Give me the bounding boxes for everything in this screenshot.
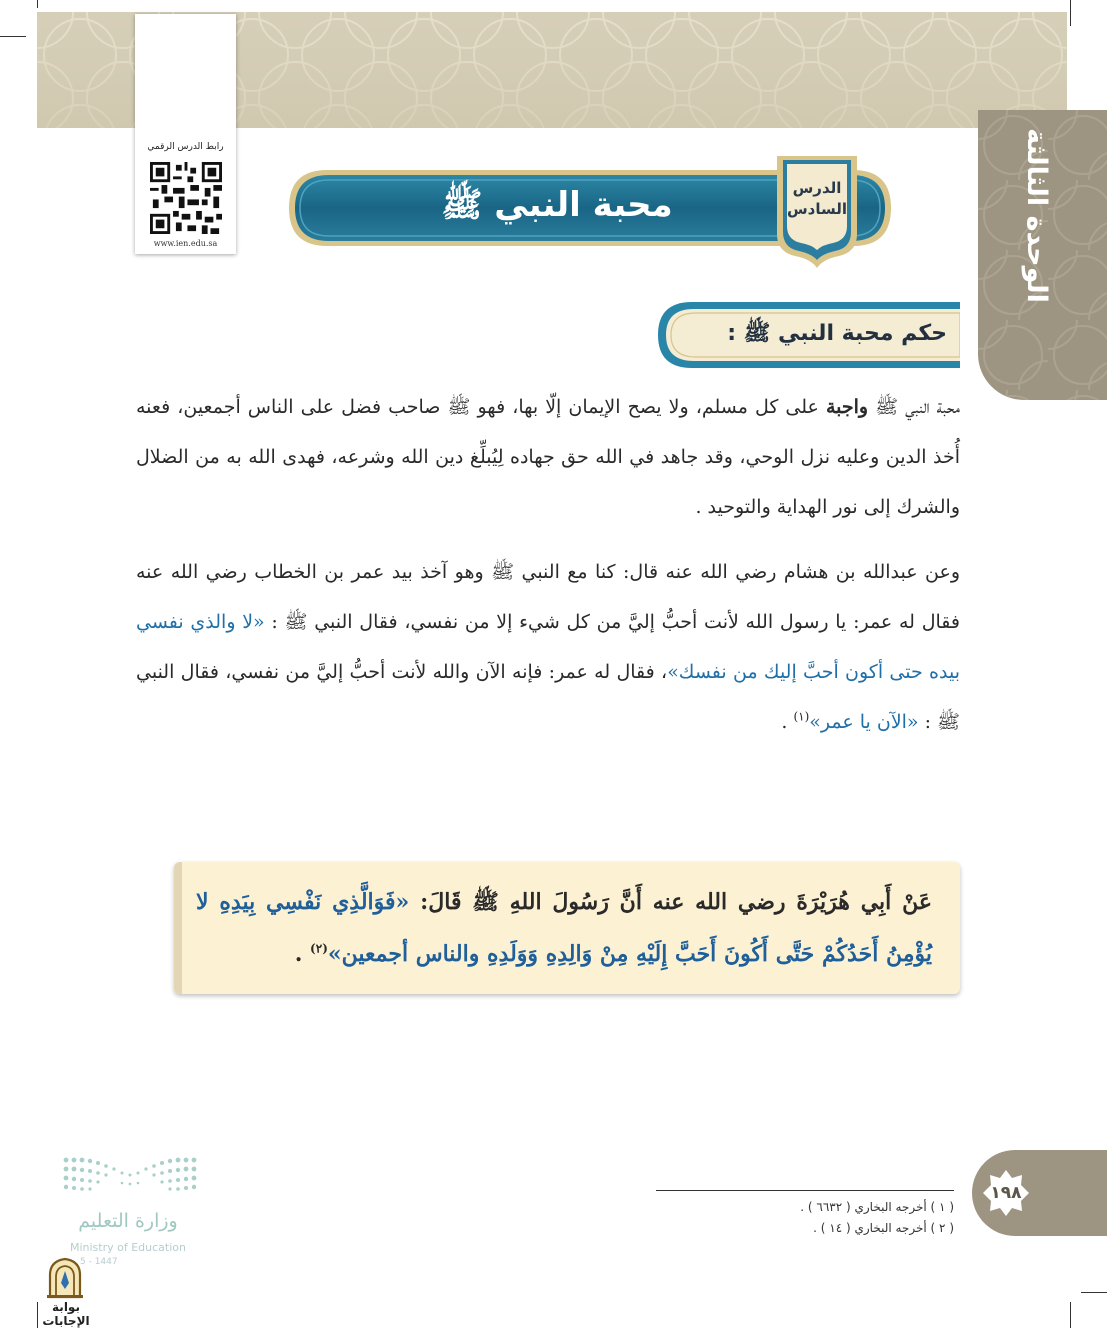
- narration-text: ، فقال له عمر: فإنه الآن والله لأنت أحبُّ إليَّ من نفسي، فقال النبي ﷺ :: [136, 661, 960, 733]
- qr-label: رابط الدرس الرقمي: [147, 142, 224, 152]
- ministry-name-ar: وزارة التعليم: [78, 1210, 178, 1232]
- qr-url[interactable]: www.ien.edu.sa: [153, 239, 218, 248]
- paragraph-ruling-bold: واجبة: [825, 396, 869, 418]
- paragraph-narration: [136, 547, 960, 747]
- unit-title: الوحدة الثالثة: [1020, 127, 1052, 303]
- footnote-ref: (٢): [310, 941, 328, 956]
- ministry-logo-icon: [62, 1156, 198, 1196]
- gate-logo-icon: [44, 1257, 86, 1299]
- narration-text: وعن عبدالله بن هشام رضي الله عنه قال: كنا مع النبي ﷺ وهو آخذ بيد عمر بن الخطاب رضي الله عنه فقال له عمر: يا رسول الله لأنت أحبُّ إليَّ من كل شيء إلا من نفسي، فقال النبي ﷺ :: [136, 561, 960, 633]
- narration-end: .: [781, 711, 794, 733]
- hadith-intro: عَنْ أَبِي هُرَيْرَةَ رضي الله عنه أَنَّ رَسُولَ اللهِ ﷺ قَالَ:: [409, 889, 932, 915]
- footnote-1: ( ١ ) أخرجه البخاري ( ٦٦٣٢ ) .: [800, 1200, 954, 1214]
- page-number: ١٩٨: [990, 1183, 1022, 1203]
- crop-mark: [37, 0, 38, 8]
- lesson-title: محبة النبي ﷺ: [441, 184, 673, 225]
- qr-card[interactable]: [135, 14, 236, 254]
- footnote-divider: [656, 1190, 954, 1191]
- hadith-text: [196, 876, 932, 980]
- lesson-badge-line2: السادس: [786, 200, 848, 218]
- crop-mark: [0, 36, 26, 37]
- footnote-ref: (١): [793, 709, 810, 724]
- crop-mark: [1070, 1302, 1071, 1328]
- paragraph-ruling-text: على كل مسلم، ولا يصح الإيمان إلّا بها، فهو ﷺ صاحب فضل على الناس أجمعين، فعنه أُخذ الدين وعليه نزل الوحي، وقد جاهد في الله حق جهاده لِيُبلِّغ دين الله وشرعه، فهدى الله به من الضلال والشرك إلى نور الهداية والتوحيد .: [136, 396, 960, 518]
- prophet-quote: «الآن يا عمر»: [809, 711, 919, 733]
- hadith-box-edge: [174, 862, 182, 994]
- gate-watermark: بوابة الإجابات: [42, 1300, 90, 1328]
- prophet-quote: «لا والذي نفسي بيده حتى أكون أحبَّ إليك من نفسك»: [136, 611, 960, 683]
- footnote-2: ( ٢ ) أخرجه البخاري ( ١٤ ) .: [813, 1221, 954, 1235]
- ministry-name-en: Ministry of Education: [69, 1241, 186, 1254]
- hadith-quote: «فَوَالَّذِي نَفْسِي بِيَدِهِ لا يُؤْمِنُ أَحَدُكُمْ حَتَّى أَكُونَ أَحَبَّ إِلَيْهِ مِنْ وَالِدِهِ وَوَلَدِهِ والناس أجمعين»: [196, 889, 932, 967]
- section-heading: حكم محبة النبي ﷺ :: [727, 321, 947, 346]
- qr-code-icon[interactable]: [150, 162, 222, 234]
- crop-mark: [1081, 1292, 1107, 1293]
- lesson-badge-label: [775, 178, 859, 220]
- paragraph-ruling-text: محبة النبي ﷺ: [868, 396, 960, 418]
- hadith-end: .: [294, 941, 311, 967]
- crop-mark: [1070, 0, 1071, 26]
- lesson-badge-line1: الدرس: [792, 179, 842, 197]
- paragraph-ruling: [136, 382, 960, 532]
- ministry-year: 5 - 1447: [80, 1257, 118, 1267]
